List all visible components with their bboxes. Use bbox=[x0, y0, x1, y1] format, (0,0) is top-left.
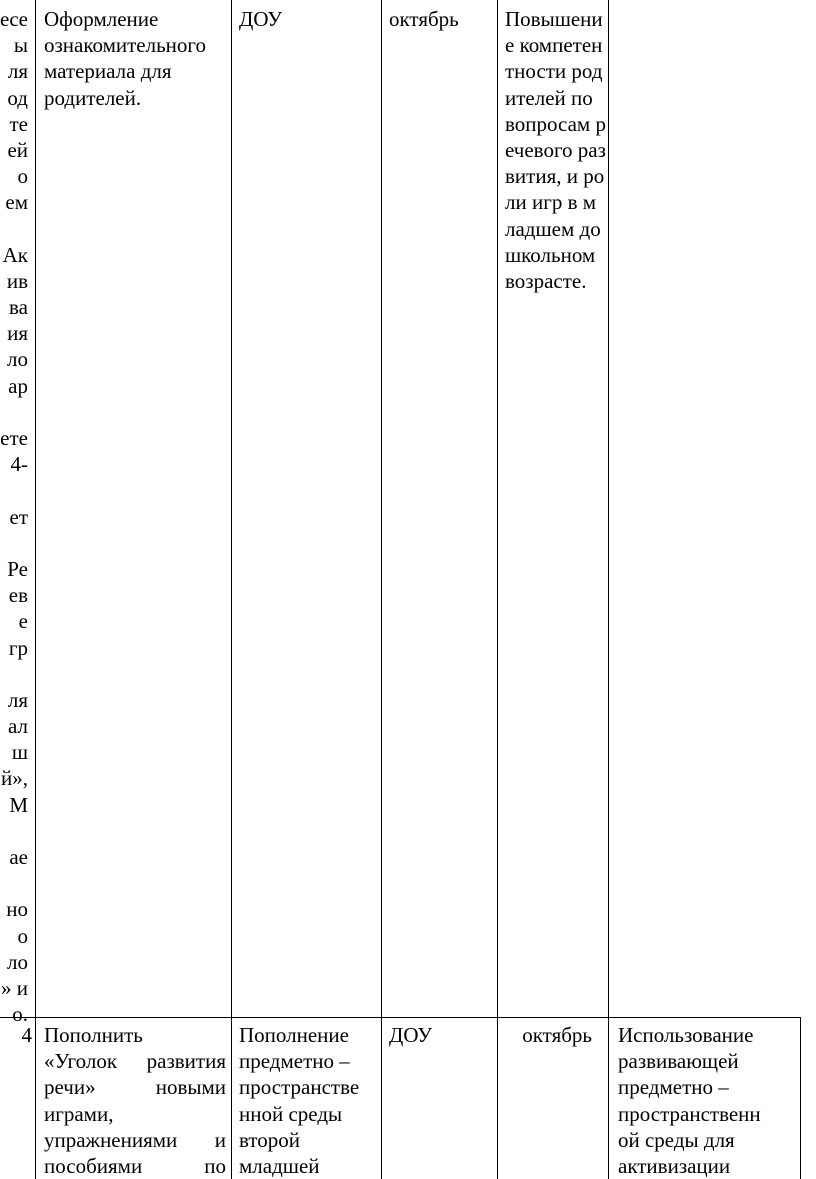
left-fragment bbox=[0, 818, 28, 844]
left-fragment: ло bbox=[7, 949, 28, 974]
left-fragment bbox=[0, 216, 28, 242]
result-line: развивающей bbox=[618, 1049, 739, 1074]
left-fragment: ля bbox=[7, 687, 28, 712]
left-fragment bbox=[0, 477, 28, 503]
left-fragment bbox=[0, 399, 28, 425]
left-fragment: ем bbox=[5, 190, 28, 215]
left-fragment bbox=[0, 530, 28, 556]
left-fragment: » и bbox=[1, 975, 28, 1000]
left-fragment: ей bbox=[7, 137, 28, 162]
result-line: ой среды для bbox=[618, 1127, 735, 1152]
activity-line: нной среды bbox=[239, 1101, 343, 1126]
left-fragment bbox=[0, 870, 28, 896]
table-border-v1 bbox=[35, 0, 36, 1179]
left-fragment: о bbox=[17, 923, 28, 948]
activity-line: пространстве bbox=[239, 1075, 360, 1100]
left-fragment: ы bbox=[13, 33, 28, 58]
left-fragment: ия bbox=[7, 321, 28, 346]
activity-line: второй bbox=[239, 1127, 301, 1152]
activity-line: младшей bbox=[239, 1153, 320, 1178]
result-line: пространственн bbox=[618, 1101, 761, 1126]
left-fragment: ля bbox=[7, 59, 28, 84]
row2-place: ДОУ bbox=[389, 1023, 433, 1047]
left-fragment: ив bbox=[6, 268, 28, 293]
task-line: пособиями по bbox=[44, 1153, 226, 1178]
row1-result: Повышение компетентности родителей по вопросам речевого развития, и роли игр в младшем дошкольном возрасте. bbox=[505, 7, 606, 294]
table-border-v6 bbox=[800, 1017, 801, 1179]
row2-result bbox=[618, 1022, 798, 1179]
activity-line: предметно – bbox=[239, 1049, 350, 1074]
row1-date: октябрь bbox=[389, 7, 459, 31]
task-line: упражнениями и bbox=[44, 1127, 226, 1152]
left-fragment: Ре bbox=[7, 556, 28, 581]
table-border-v5 bbox=[608, 0, 609, 1179]
left-fragment: о bbox=[17, 164, 28, 189]
task-line: Пополнить bbox=[44, 1023, 143, 1047]
result-line: предметно – bbox=[618, 1075, 729, 1100]
left-fragment: ло bbox=[7, 347, 28, 372]
table-border-v2 bbox=[231, 0, 232, 1179]
left-fragment: ет bbox=[9, 504, 28, 529]
left-fragment bbox=[0, 661, 28, 687]
left-fragment: ал bbox=[8, 714, 28, 739]
row2-date: октябрь bbox=[522, 1023, 592, 1047]
left-fragment: М bbox=[9, 792, 28, 817]
left-fragment: ете bbox=[0, 426, 28, 450]
left-column-fragments bbox=[0, 6, 28, 1027]
result-line: Использование bbox=[618, 1023, 754, 1047]
left-fragment: ш bbox=[11, 740, 28, 765]
task-line: «Уголок развития bbox=[44, 1049, 226, 1074]
table-border-v4 bbox=[497, 0, 498, 1179]
left-fragment: но bbox=[6, 897, 28, 922]
left-fragment: о. bbox=[12, 1002, 28, 1027]
result-line: активизации bbox=[618, 1153, 731, 1178]
row2-number: 4 bbox=[21, 1023, 32, 1047]
left-fragment: ае bbox=[9, 845, 28, 869]
left-fragment: 4- bbox=[10, 452, 28, 477]
row1-activity: Оформление ознакомительного материала для родителей. bbox=[44, 7, 207, 110]
row1-place: ДОУ bbox=[239, 7, 283, 31]
task-line: речи» новыми bbox=[44, 1075, 226, 1100]
table-border-v3 bbox=[381, 0, 382, 1179]
task-line: играми, bbox=[44, 1101, 114, 1126]
left-fragment: й», bbox=[1, 766, 28, 791]
left-fragment: е bbox=[18, 609, 28, 634]
left-fragment: Ак bbox=[2, 242, 28, 267]
left-fragment: гр bbox=[8, 635, 28, 660]
left-fragment: ва bbox=[9, 295, 28, 320]
left-fragment: од bbox=[7, 85, 28, 110]
table-border-h1 bbox=[0, 1017, 801, 1018]
row2-activity bbox=[239, 1022, 379, 1179]
left-fragment: ece bbox=[0, 7, 28, 31]
left-fragment: ар bbox=[8, 373, 28, 398]
left-fragment: ев bbox=[8, 583, 28, 608]
row2-task bbox=[44, 1022, 226, 1179]
left-fragment: те bbox=[9, 111, 28, 136]
activity-line: Пополнение bbox=[239, 1023, 349, 1047]
